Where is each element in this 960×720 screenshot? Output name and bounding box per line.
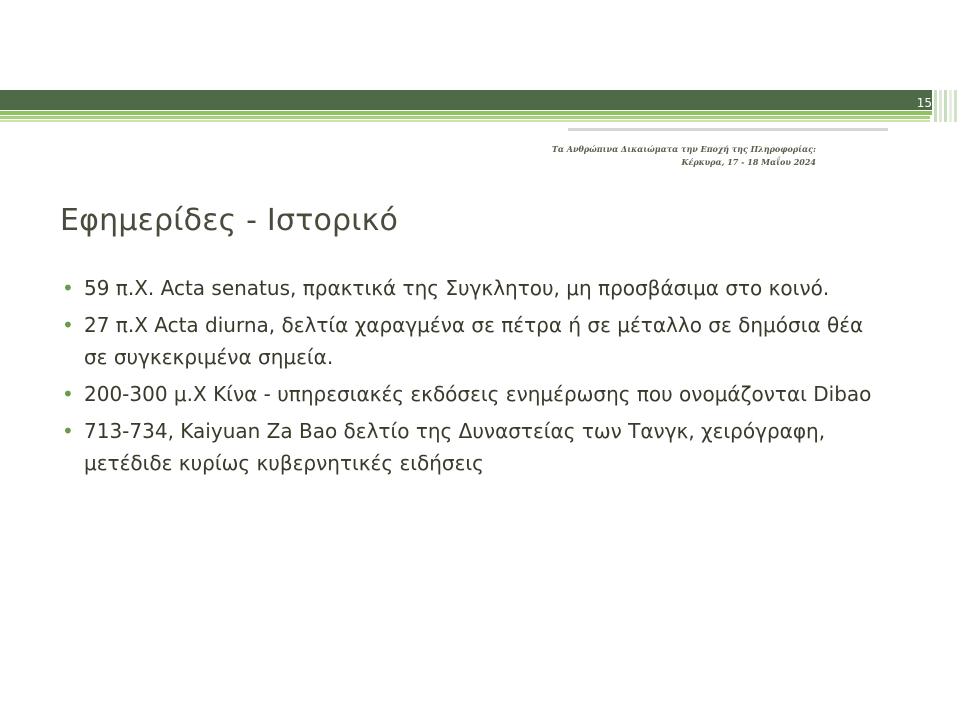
header-bar	[0, 90, 932, 110]
header-edge-stripes	[934, 90, 960, 122]
page-number: 15	[916, 96, 932, 110]
header-accent-line-tertiary	[0, 120, 930, 122]
bullet-dot-icon: •	[62, 419, 74, 443]
bullet-item	[60, 415, 880, 479]
header-gray-line	[568, 128, 888, 131]
bullet-dot-icon: •	[62, 313, 74, 337]
bullet-text: 713-734, Kaiyuan Za Bao δελτίο της Δυναστείας των Τανγκ, χειρόγραφη, μετέδιδε κυρίως κυβερνητικές ειδήσεις	[84, 419, 826, 475]
header-accent-line-secondary	[0, 116, 930, 119]
bullet-dot-icon: •	[62, 382, 74, 406]
header-accent-line	[0, 111, 932, 115]
bullet-text: 200-300 μ.Χ Κίνα - υπηρεσιακές εκδόσεις ενημέρωσης που ονομάζονται Dibao	[84, 382, 872, 406]
slide-title: Εφημερίδες - Ιστορικό	[60, 203, 399, 238]
conference-date: Κέρκυρα, 17 - 18 Μαΐου 2024	[681, 157, 816, 167]
bullet-item	[60, 272, 880, 304]
bullet-dot-icon: •	[62, 276, 74, 300]
bullet-item	[60, 309, 880, 373]
bullet-list	[60, 272, 880, 484]
bullet-text: 59 π.Χ. Acta senatus, πρακτικά της Συγκλητου, μη προσβάσιμα στο κοινό.	[84, 276, 830, 300]
conference-header	[540, 143, 816, 169]
bullet-text: 27 π.Χ Acta diurna, δελτία χαραγμένα σε πέτρα ή σε μέταλλο σε δημόσια θέα σε συγκεκριμένα σημεία.	[84, 313, 864, 369]
bullet-item	[60, 378, 880, 410]
conference-title: Τα Ανθρώπινα Δικαιώματα την Εποχή της Πληροφορίας:	[551, 144, 816, 154]
